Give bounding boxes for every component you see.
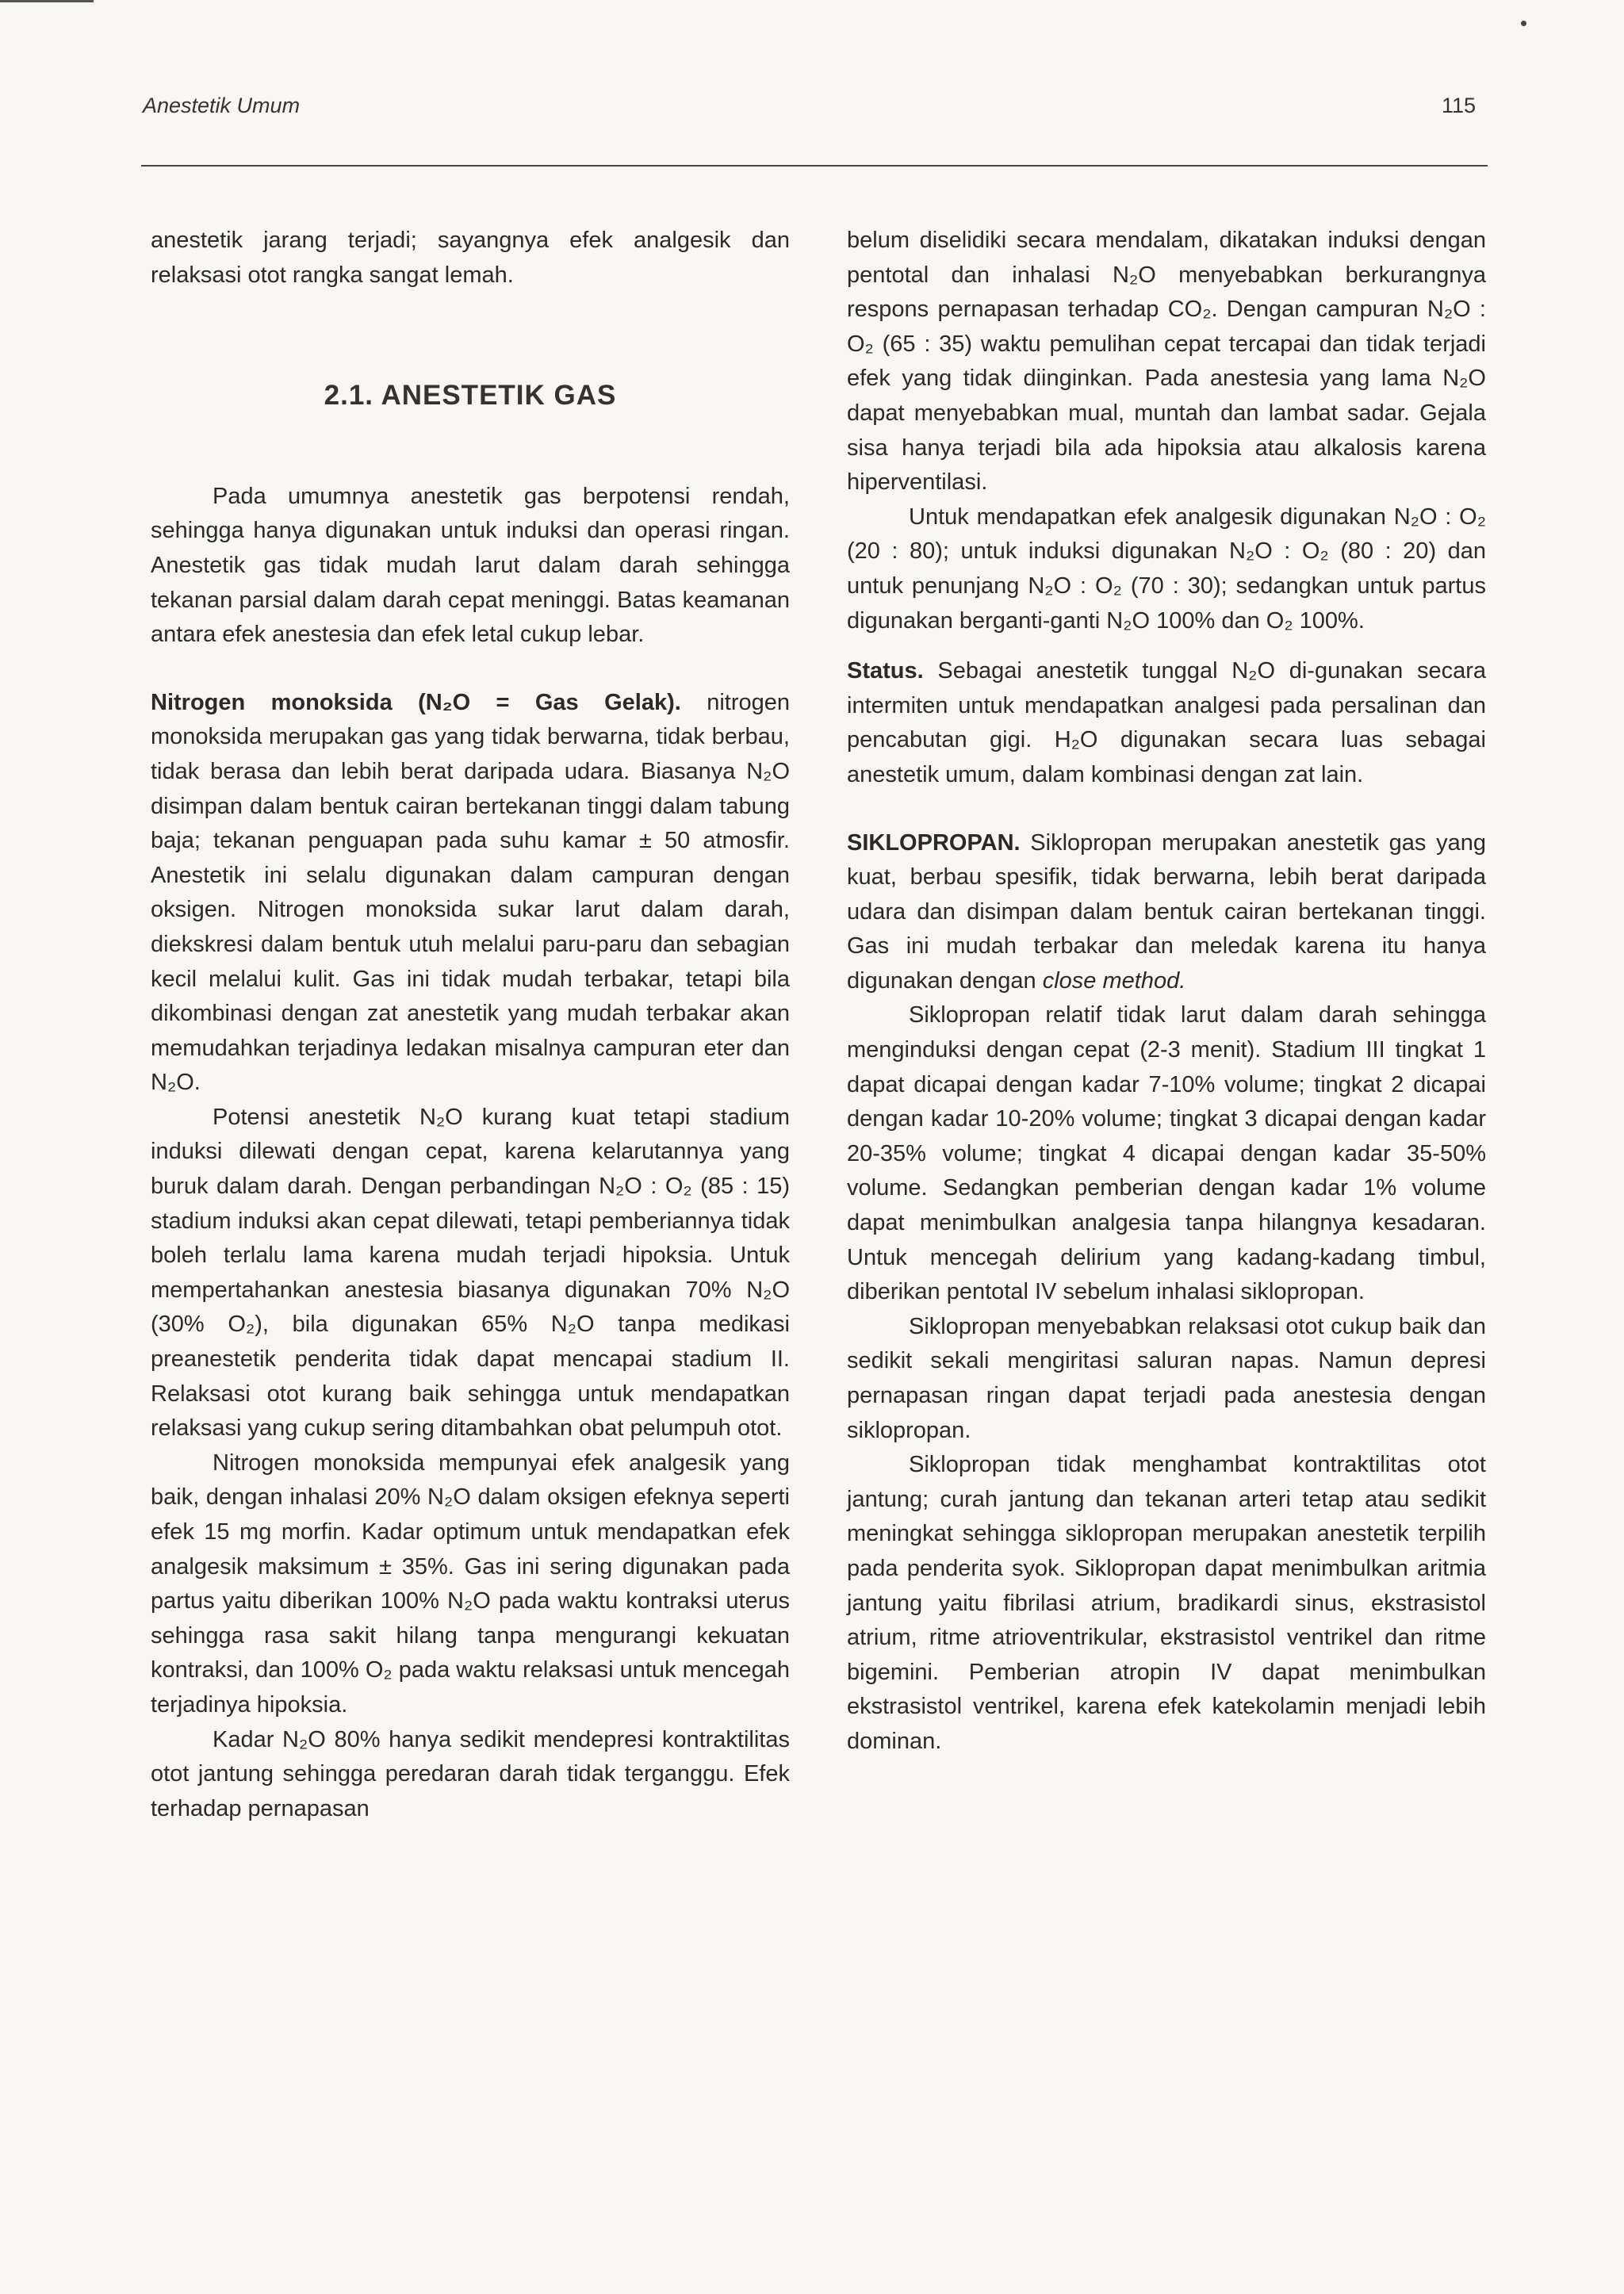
gas-paragraph: Pada umumnya anestetik gas berpotensi rendah, sehingga hanya digunakan untuk induksi dan operasi ringan. Anestetik gas tidak mudah larut dalam darah sehingga tekanan parsial dalam darah cepat meninggi. Batas keamanan antara efek anestesia dan efek letal cukup lebar. <box>151 483 790 648</box>
n2o-heading: Nitrogen monoksida (N₂O = Gas Gelak). <box>151 689 681 715</box>
left-column <box>151 224 790 1826</box>
status-text: Sebagai anestetik tunggal N₂O di-gunakan secara intermiten untuk mendapatkan analgesi pada persalinan dan pencabutan gigi. H₂O digunakan secara luas sebagai anestetik umum, dalam kombinasi dengan zat lain. <box>847 658 1486 787</box>
siklopropan-jantung-paragraph: Siklopropan tidak menghambat kontraktilitas otot jantung; curah jantung dan tekanan arteri tetap atau sedikit meningkat sehingga siklopropan merupakan anestetik terpilih pada penderita syok. Siklopropan dapat menimbulkan aritmia jantung yaitu fibrilasi atrium, bradikardi sinus, ekstrasistol atrium, ritme atrioventrikular, ekstrasistol ventrikel dan ritme bigemini. Pemberian atropin IV dapat menimbulkan ekstrasistol ventrikel, karena efek katekolamin menjadi lebih dominan. <box>847 1452 1486 1754</box>
n2o-text: nitrogen monoksida merupakan gas yang tidak berwarna, tidak berbau, tidak berasa dan lebih berat daripada udara. Biasanya N₂O disimpan dalam bentuk cairan bertekanan tinggi dalam tabung baja; tekanan penguapan pada suhu kamar ± 50 atmosfir. Anestetik ini selalu digunakan dalam campuran dengan oksigen. Nitrogen monoksida sukar larut dalam darah, diekskresi dalam bentuk utuh melalui paru-paru dan sebagian kecil melalui kulit. Gas ini tidak mudah terbakar, tetapi bila dikombinasi dengan zat anestetik yang mudah terbakar akan memudahkan terjadinya ledakan misalnya campuran eter dan N₂O. <box>151 689 791 1096</box>
kadar-paragraph: Kadar N₂O 80% hanya sedikit mendepresi kontraktilitas otot jantung sehingga peredaran darah tidak terganggu. Efek terhadap pernapasan <box>151 1726 790 1821</box>
potensi-paragraph: Potensi anestetik N₂O kurang kuat tetapi stadium induksi dilewati dengan cepat, karena kelarutannya yang buruk dalam darah. Dengan perbandingan N₂O : O₂ (85 : 15) stadium induksi akan cepat dilewati, tetapi pemberiannya tidak boleh terlalu lama karena mudah terjadi hipoksia. Untuk mempertahankan anestesia biasanya digunakan 70% N₂O (30% O₂), bila digunakan 65% N₂O tanpa medikasi preanestetik penderita tidak dapat mencapai stadium II. Relaksasi otot kurang baik sehingga untuk mendapatkan relaksasi yang cukup sering ditambahkan obat pelumpuh otot. <box>151 1104 790 1442</box>
section-heading: 2.1. ANESTETIK GAS <box>324 380 617 412</box>
header-rule <box>141 165 1488 167</box>
close-method-term: close method. <box>1042 967 1186 994</box>
scan-corner-mark <box>0 0 94 2</box>
status-heading: Status. <box>847 658 924 684</box>
siklopropan-relaksasi-paragraph: Siklopropan menyebabkan relaksasi otot cukup baik dan sedikit sekali mengiritasi saluran napas. Namun depresi pernapasan ringan dapat terjadi pada anestesia dengan siklopropan. <box>847 1313 1486 1443</box>
siklopropan-paragraph <box>847 826 1486 999</box>
siklopropan-text: Siklopropan merupakan anestetik gas yang kuat, berbau spesifik, tidak berwarna, lebih berat daripada udara dan disimpan dalam bentuk cairan bertekanan tinggi. Gas ini mudah terbakar dan meledak karena itu hanya digunakan dengan <box>847 829 1487 994</box>
intro-paragraph: anestetik jarang terjadi; sayangnya efek analgesik dan relaksasi otot rangka sangat lemah. <box>151 228 790 288</box>
efek-paragraph: Untuk mendapatkan efek analgesik digunakan N₂O : O₂ (20 : 80); untuk induksi digunakan N₂O : O₂ (80 : 20) dan untuk penunjang N₂O : O₂ (70 : 30); sedangkan untuk partus digunakan berganti-ganti N₂O 100% dan O₂ 100%. <box>847 504 1486 634</box>
page-number: 115 <box>1442 94 1477 117</box>
continuation-paragraph: belum diselidiki secara mendalam, dikatakan induksi dengan pentotal dan inhalasi N₂O menyebabkan berkurangnya respons pernapasan terhadap CO₂. Dengan campuran N₂O : O₂ (65 : 35) waktu pemulihan cepat tercapai dan tidak terjadi efek yang tidak diinginkan. Pada anestesia yang lama N₂O dapat menyebabkan mual, muntah dan lambat sadar. Gejala sisa hanya terjadi bila ada hipoksia atau alkalosis karena hiperventilasi. <box>847 228 1486 496</box>
running-title: Anestetik Umum <box>143 94 301 117</box>
right-column <box>847 224 1486 1760</box>
status-paragraph <box>847 654 1486 792</box>
siklopropan-larut-paragraph: Siklopropan relatif tidak larut dalam darah sehingga menginduksi dengan cepat (2-3 menit). Stadium III tingkat 1 dapat dicapai dengan kadar 7-10% volume; tingkat 2 dicapai dengan kadar 10-20% volume; tingkat 3 dicapai dengan kadar 20-35% volume; tingkat 4 dicapai dengan kadar 35-50% volume. Sedangkan pemberian dengan kadar 1% volume dapat menimbulkan analgesia tanpa hilangnya kesadaran. Untuk mencegah delirium yang kadang-kadang timbul, diberikan pentotal IV sebelum inhalasi siklopropan. <box>847 1002 1486 1305</box>
siklopropan-heading: SIKLOPROPAN. <box>847 829 1021 856</box>
analgesik-paragraph: Nitrogen monoksida mempunyai efek analgesik yang baik, dengan inhalasi 20% N₂O dalam oksigen efeknya seperti efek 15 mg morfin. Kadar optimum untuk mendapatkan efek analgesik maksimum ± 35%. Gas ini sering digunakan pada partus yaitu diberikan 100% N₂O pada waktu kontraksi uterus sehingga rasa sakit hilang tanpa mengurangi kekuatan kontraksi, dan 100% O₂ pada waktu relaksasi untuk mencegah terjadinya hipoksia. <box>151 1450 790 1718</box>
n2o-paragraph <box>151 686 790 1101</box>
scan-speck <box>1521 21 1526 26</box>
